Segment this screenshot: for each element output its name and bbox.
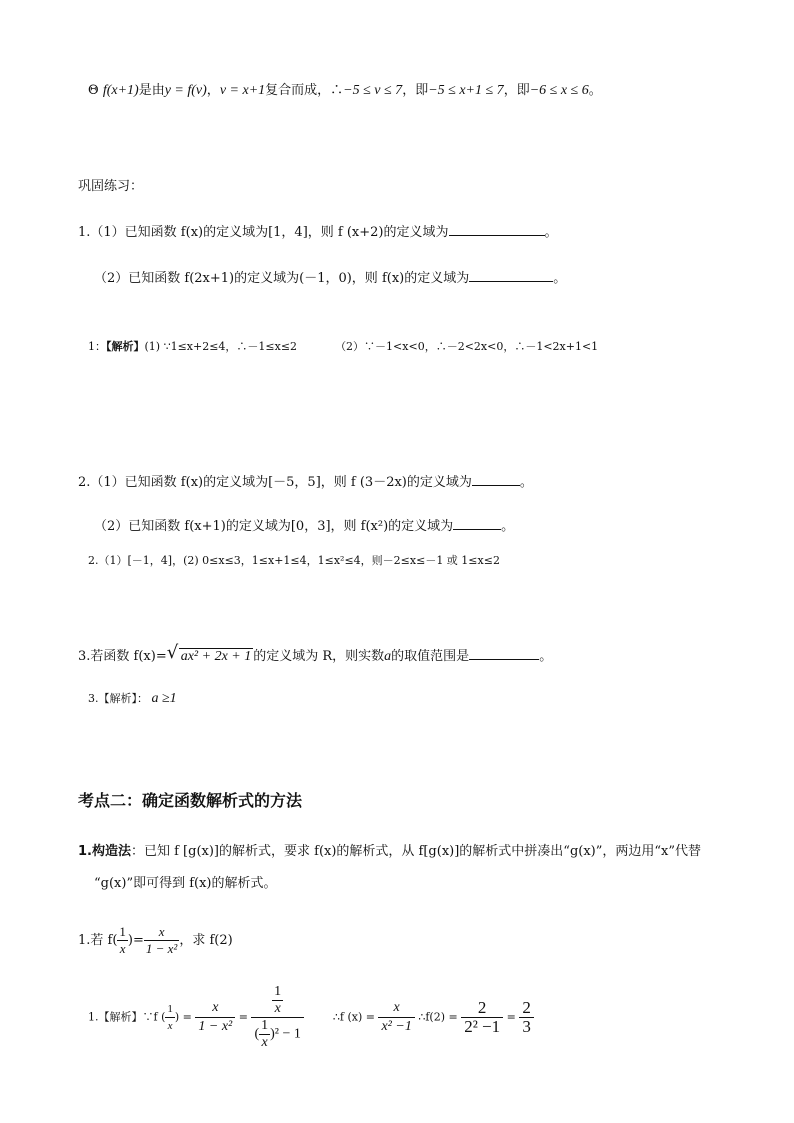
- text: ，即: [503, 83, 530, 98]
- text: 的定义域为 R，则实数: [253, 649, 385, 664]
- math-expr: v = x+1: [219, 83, 266, 98]
- answer-blank[interactable]: [449, 222, 545, 236]
- text: 的取值范围是: [391, 649, 470, 664]
- text: 1.若 f(: [78, 933, 118, 948]
- radicand: ax² + 2x + 1: [180, 649, 252, 664]
- numerator: 1: [165, 1001, 175, 1018]
- equals: =: [506, 1010, 516, 1024]
- method-1-line2: “g(x)”即可得到 f(x)的解析式。: [94, 876, 277, 891]
- numerator: 1: [261, 1018, 269, 1033]
- text: (: [254, 1026, 260, 1042]
- equals: =: [448, 1010, 458, 1024]
- numerator: [251, 984, 303, 1018]
- equals: =: [365, 1010, 375, 1024]
- analysis-tag: 【解析】: [106, 340, 145, 353]
- fraction: [378, 999, 414, 1036]
- question-4: [78, 924, 233, 957]
- denominator: x: [167, 1020, 173, 1032]
- text: )² − 1: [270, 1026, 301, 1042]
- math-expr: −5 ≤ v ≤ 7: [343, 83, 403, 98]
- answer-blank[interactable]: [472, 472, 520, 486]
- text: 1.【解析】∵f (: [88, 1010, 166, 1024]
- fraction: [117, 924, 128, 957]
- numerator: x: [195, 999, 235, 1018]
- derivation-line: [88, 82, 602, 100]
- math-expr: −5 ≤ x+1 ≤ 7: [428, 83, 504, 98]
- equals: =: [238, 1010, 248, 1024]
- text: (1) ∵1≤x+2≤4，∴－1≤x≤2: [144, 340, 298, 353]
- denominator: 3: [522, 1017, 531, 1036]
- text: 3.【解析】：: [88, 692, 148, 705]
- section-title: 考点二：确定函数解析式的方法: [78, 791, 303, 810]
- question-3: [78, 642, 553, 666]
- sqrt-expression: √ ax² + 2x + 1: [166, 642, 252, 664]
- math-expr: f(x+1): [102, 83, 139, 98]
- answer-blank[interactable]: [469, 646, 539, 660]
- method-title: 1.构造法: [78, 844, 131, 859]
- question-2b: [94, 516, 514, 536]
- numerator: x: [378, 999, 414, 1018]
- question-text: 2.（1）已知函数 f(x)的定义域为[－5，5]，则 f (3－2x)的定义域为: [78, 475, 472, 490]
- math-expr: −6 ≤ x ≤ 6: [529, 83, 589, 98]
- text: ，即: [402, 83, 429, 98]
- text: 。: [588, 83, 602, 98]
- math-var: a: [384, 649, 392, 664]
- denominator: x: [274, 1001, 281, 1016]
- fraction: [144, 924, 179, 957]
- text: ): [174, 1010, 180, 1024]
- text: 1：: [88, 340, 106, 353]
- denominator: 2² −1: [464, 1017, 501, 1036]
- question-text: （2）已知函数 f(x+1)的定义域为[0，3]，则 f(x²)的定义域为: [94, 519, 454, 534]
- text: ∴f(2): [418, 1010, 445, 1024]
- denominator: x² −1: [381, 1019, 412, 1034]
- denominator: x: [261, 1035, 268, 1050]
- numerator: 2: [461, 999, 503, 1018]
- fraction: [165, 1001, 175, 1034]
- answer-4: [88, 984, 534, 1051]
- answer-3: [88, 690, 177, 708]
- numerator: 1: [274, 984, 282, 999]
- math-expr: a ≥1: [151, 691, 177, 706]
- text: ∴f (x): [332, 1010, 363, 1024]
- answer-blank[interactable]: [469, 268, 553, 282]
- fraction: [272, 984, 283, 1017]
- text: 。: [501, 519, 515, 534]
- practice-title: 巩固练习：: [78, 179, 144, 194]
- fraction: [195, 999, 235, 1036]
- question-2a: [78, 472, 533, 492]
- text: 。: [553, 271, 567, 286]
- question-text: 1.（1）已知函数 f(x)的定义域为[1，4]，则 f (x+2)的定义域为: [78, 225, 449, 240]
- text: ，: [206, 83, 220, 98]
- equals: =: [182, 1010, 192, 1024]
- numerator: 1: [119, 924, 126, 939]
- text: 复合而成，∴: [265, 83, 344, 98]
- numerator: x: [144, 924, 179, 941]
- question-1b: [94, 268, 566, 288]
- compound-fraction: [251, 984, 303, 1051]
- fraction: [259, 1018, 270, 1051]
- denominator: 1 − x²: [145, 941, 178, 956]
- text: 是由: [138, 83, 165, 98]
- text: )=: [127, 933, 144, 948]
- answer-2: 2.（1）[－1，4]，(2) 0≤x≤3，1≤x+1≤4，1≤x²≤4，则－2≤x≤－1 或 1≤x≤2: [88, 554, 500, 567]
- text: 。: [544, 225, 558, 240]
- question-1a: [78, 222, 558, 242]
- text: ：已知 f [g(x)]的解析式，要求 f(x)的解析式，从 f[g(x)]的解析式中拼凑出“g(x)”，两边用“x”代替: [130, 844, 702, 859]
- fraction: [461, 999, 503, 1036]
- because-symbol: Θ: [88, 83, 99, 98]
- text: ，求 f(2): [179, 933, 233, 948]
- denominator: [251, 1018, 303, 1051]
- answer-1: [88, 338, 598, 356]
- question-text: （2）已知函数 f(2x+1)的定义域为(－1，0)，则 f(x)的定义域为: [94, 271, 470, 286]
- text: 3.若函数 f(x)=: [78, 649, 167, 664]
- fraction: [519, 999, 534, 1036]
- text: 。: [519, 475, 533, 490]
- text: 。: [539, 649, 553, 664]
- denominator: x: [119, 941, 126, 956]
- numerator: 2: [519, 999, 534, 1018]
- method-1-line1: [78, 843, 701, 861]
- answer-blank[interactable]: [453, 516, 501, 530]
- denominator: 1 − x²: [198, 1019, 233, 1034]
- math-expr: y = f(v): [164, 83, 207, 98]
- text: （2）∵－1<x<0，∴－2<2x<0，∴－1<2x+1<1: [335, 340, 599, 353]
